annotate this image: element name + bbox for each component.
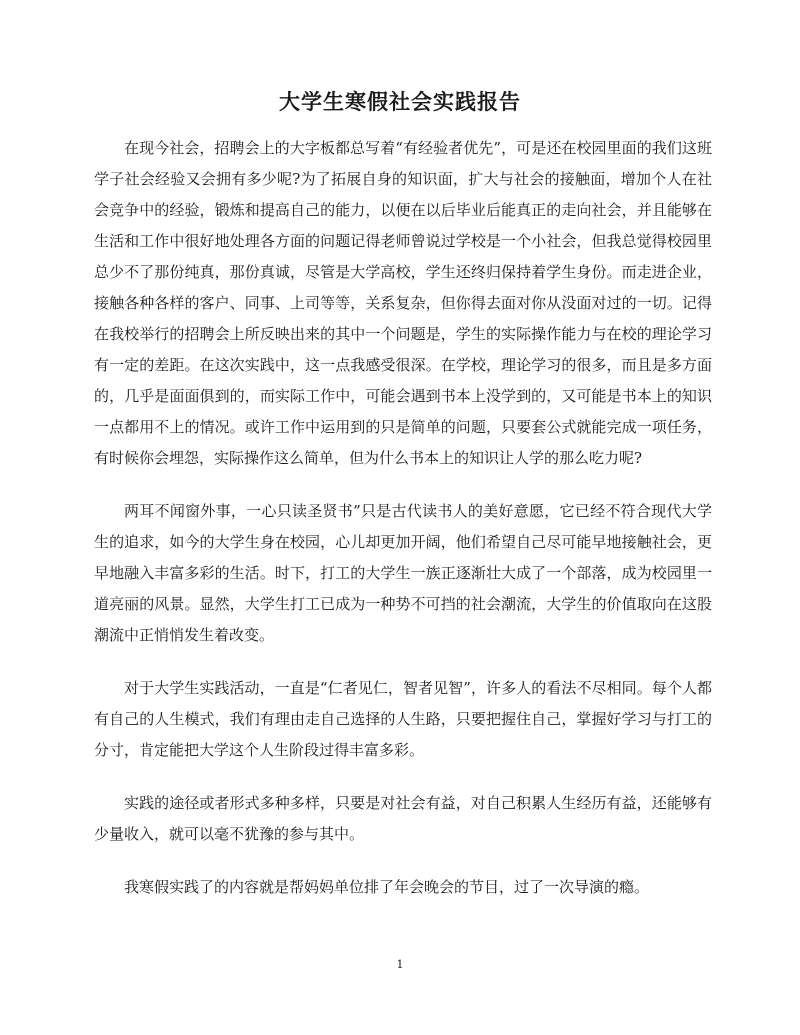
document-title: 大学生寒假社会实践报告 xyxy=(279,90,521,114)
paragraph-4: 实践的途径或者形式多种多样，只要是对社会有益，对自己积累人生经历有益，还能够有少量收入，就可以毫不犹豫的参与其中。 xyxy=(94,794,712,843)
paragraph-5: 我寒假实践了的内容就是帮妈妈单位排了年会晚会的节目，过了一次导演的瘾。 xyxy=(124,878,650,896)
document-body xyxy=(94,133,712,903)
page-number: 1 xyxy=(396,958,404,971)
paragraph-2: 两耳不闻窗外事，一心只读圣贤书”只是古代读书人的美好意愿，它已经不符合现代大学生的追求，如今的大学生身在校园，心儿却更加开阔，他们希望自己尽可能早地接触社会，更早地融入丰富多彩的生活。时下，打工的大学生一族正逐渐壮大成了一个部落，成为校园里一道亮丽的风景。显然，大学生打工已成为一种势不可挡的社会潮流，大学生的价值取向在这股潮流中正悄悄发生着改变。 xyxy=(94,502,712,644)
paragraph-1: 在现今社会，招聘会上的大字板都总写着“有经验者优先”，可是还在校园里面的我们这班学子社会经验又会拥有多少呢?为了拓展自身的知识面，扩大与社会的接触面，增加个人在社会竞争中的经验，锻炼和提高自己的能力，以便在以后毕业后能真正的走向社会，并且能够在生活和工作中很好地处理各方面的问题记得老师曾说过学校是一个小社会，但我总觉得校园里总少不了那份纯真，那份真诚，尽管是大学高校，学生还终归保持着学生身份。而走进企业，接触各种各样的客户、同事、上司等等，关系复杂，但你得去面对你从没面对过的一切。记得在我校举行的招聘会上所反映出来的其中一个问题是，学生的实际操作能力与在校的理论学习有一定的差距。在这次实践中，这一点我感受很深。在学校，理论学习的很多，而且是多方面的，几乎是面面俱到的，而实际工作中，可能会遇到书本上没学到的，又可能是书本上的知识一点都用不上的情况。或许工作中运用到的只是简单的问题，只要套公式就能完成一项任务，有时候你会埋怨，实际操作这么简单，但为什么书本上的知识让人学的那么吃力呢? xyxy=(94,139,712,467)
paragraph-3: 对于大学生实践活动，一直是“仁者见仁，智者见智”，许多人的看法不尽相同。每个人都有自己的人生模式，我们有理由走自己选择的人生路，只要把握住自己，掌握好学习与打工的分寸，肯定能把大学这个人生阶段过得丰富多彩。 xyxy=(94,679,712,759)
